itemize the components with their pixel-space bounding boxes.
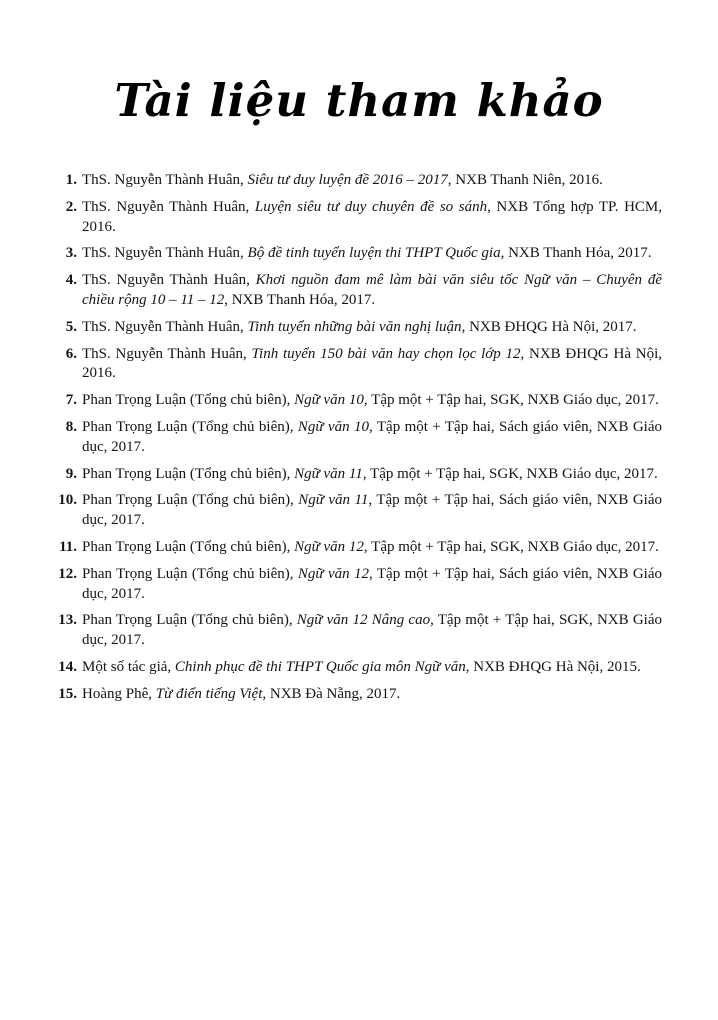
reference-item bbox=[56, 491, 662, 531]
reference-text: Hoàng Phê, bbox=[82, 685, 156, 702]
reference-text: , NXB Thanh Hóa, 2017. bbox=[224, 291, 376, 308]
reference-text: ThS. Nguyễn Thành Huân, bbox=[82, 172, 248, 188]
reference-title: Ngữ văn 12 bbox=[297, 565, 370, 582]
reference-number: 14. bbox=[58, 658, 77, 675]
reference-text: Phan Trọng Luận (Tổng chủ biên), bbox=[82, 612, 297, 629]
reference-number: 6. bbox=[65, 345, 77, 362]
reference-item bbox=[56, 538, 662, 558]
reference-text: , NXB ĐHQG Hà Nội, 2017. bbox=[461, 318, 637, 335]
reference-text: , NXB Thanh Hóa, 2017. bbox=[500, 245, 652, 262]
reference-number: 5. bbox=[65, 318, 77, 335]
reference-title: Luyện siêu tư duy chuyên đề so sánh bbox=[254, 198, 488, 215]
reference-number: 10. bbox=[58, 492, 77, 509]
reference-text: Phan Trọng Luận (Tổng chủ biên), bbox=[82, 392, 295, 409]
reference-number: 8. bbox=[65, 418, 77, 435]
reference-number: 2. bbox=[65, 198, 77, 215]
reference-item bbox=[56, 565, 662, 605]
reference-title: Tinh tuyển những bài văn nghị luận bbox=[247, 318, 462, 335]
reference-text: ThS. Nguyễn Thành Huân, bbox=[82, 345, 252, 362]
reference-item bbox=[56, 391, 662, 411]
reference-title: Khơi nguồn đam mê làm bài văn siêu tốc Ngữ văn – Chuyên đề chiều rộng 10 – 11 – 12 bbox=[82, 272, 662, 308]
reference-item bbox=[56, 658, 662, 678]
reference-text: , Tập một + Tập hai, Sách giáo viên, NXB Giáo dục, 2017. bbox=[82, 565, 662, 602]
reference-item bbox=[56, 271, 662, 311]
reference-title: Ngữ văn 12 bbox=[294, 538, 364, 555]
reference-title: Ngữ văn 12 Nâng cao bbox=[296, 612, 431, 629]
reference-number: 11. bbox=[59, 538, 77, 555]
reference-item bbox=[56, 198, 662, 238]
reference-text: , NXB ĐHQG Hà Nội, 2016. bbox=[82, 345, 662, 382]
reference-text: , NXB Thanh Niên, 2016. bbox=[447, 172, 603, 188]
reference-title: Ngữ văn 11 bbox=[298, 492, 369, 509]
reference-number: 15. bbox=[58, 685, 77, 702]
reference-item bbox=[56, 418, 662, 458]
reference-number: 9. bbox=[65, 465, 77, 482]
reference-text: Phan Trọng Luận (Tổng chủ biên), bbox=[82, 538, 295, 555]
page-title: Tài liệu tham khảo bbox=[114, 74, 604, 127]
reference-text: Phan Trọng Luận (Tổng chủ biên), bbox=[82, 465, 295, 482]
reference-list bbox=[56, 171, 662, 705]
reference-text: , Tập một + Tập hai, Sách giáo viên, NXB Giáo dục, 2017. bbox=[82, 492, 662, 529]
reference-number: 3. bbox=[65, 245, 77, 262]
reference-text: , Tập một + Tập hai, Sách giáo viên, NXB Giáo dục, 2017. bbox=[82, 418, 662, 455]
reference-number: 13. bbox=[58, 612, 77, 629]
reference-title: Tinh tuyển 150 bài văn hay chọn lọc lớp 12 bbox=[251, 345, 521, 362]
reference-title: Từ điển tiếng Việt bbox=[155, 685, 263, 702]
reference-item bbox=[56, 611, 662, 651]
reference-text: , NXB Đà Nẵng, 2017. bbox=[262, 685, 401, 702]
reference-number: 4. bbox=[65, 272, 77, 289]
reference-text: ThS. Nguyễn Thành Huân, bbox=[82, 272, 256, 289]
reference-text: , Tập một + Tập hai, SGK, NXB Giáo dục, 2017. bbox=[363, 392, 659, 409]
reference-text: Phan Trọng Luận (Tổng chủ biên), bbox=[82, 565, 298, 582]
reference-number: 7. bbox=[65, 392, 77, 409]
reference-text: Phan Trọng Luận (Tổng chủ biên), bbox=[82, 418, 298, 435]
reference-item bbox=[56, 465, 662, 485]
reference-text: Một số tác giả, bbox=[82, 658, 175, 675]
reference-title: Bộ đề tinh tuyển luyện thi THPT Quốc gia bbox=[247, 245, 501, 262]
reference-text: Phan Trọng Luận (Tổng chủ biên), bbox=[82, 492, 299, 509]
reference-text: ThS. Nguyễn Thành Huân, bbox=[82, 318, 248, 335]
reference-title: Ngữ văn 10 bbox=[297, 418, 370, 435]
reference-number: 12. bbox=[58, 565, 77, 582]
reference-item bbox=[56, 244, 662, 264]
reference-item bbox=[56, 171, 662, 191]
reference-text: ThS. Nguyễn Thành Huân, bbox=[82, 245, 248, 262]
reference-title: Siêu tư duy luyện đề 2016 – 2017 bbox=[247, 172, 448, 188]
reference-text: , Tập một + Tập hai, SGK, NXB Giáo dục, 2017. bbox=[362, 465, 658, 482]
reference-title: Chinh phục đề thi THPT Quốc gia môn Ngữ văn bbox=[174, 658, 466, 675]
reference-text: , NXB Tổng hợp TP. HCM, 2016. bbox=[82, 198, 662, 235]
reference-item bbox=[56, 685, 662, 705]
reference-title: Ngữ văn 10 bbox=[294, 392, 364, 409]
reference-item bbox=[56, 345, 662, 385]
reference-title: Ngữ văn 11 bbox=[294, 465, 363, 482]
reference-text: , Tập một + Tập hai, SGK, NXB Giáo dục, 2017. bbox=[82, 612, 662, 649]
reference-item bbox=[56, 318, 662, 338]
reference-text: , Tập một + Tập hai, SGK, NXB Giáo dục, 2017. bbox=[363, 538, 659, 555]
reference-text: , NXB ĐHQG Hà Nội, 2015. bbox=[465, 658, 641, 675]
reference-number: 1. bbox=[65, 172, 77, 188]
reference-text: ThS. Nguyễn Thành Huân, bbox=[82, 198, 255, 215]
